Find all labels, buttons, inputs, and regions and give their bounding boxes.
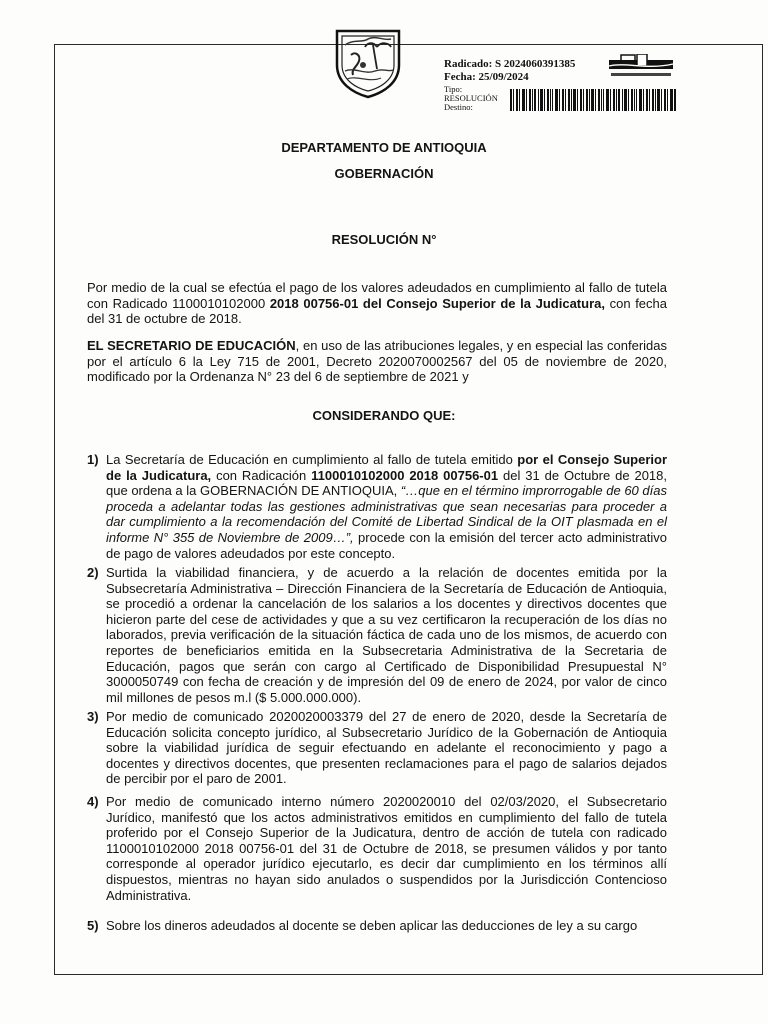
item-number: 1) <box>87 452 99 467</box>
item-text: procede con la emisión del tercer acto administrativo de pago de valores adeudados por este concepto. <box>106 529 668 561</box>
tipo-value: RESOLUCIÓN <box>444 93 498 103</box>
item-bold-text: por el Consejo Superior de la Judicatura, <box>106 452 668 483</box>
intro-text: Por medio de la cual se efectúa el pago de los valores adeudados en cumplimiento al fallo de tutela con Radicado 1100010102000 <box>87 280 667 311</box>
secretario-text: , en uso de las atribuciones legales, y en especial las conferidas por el artículo 6 la Ley 715 de 2001, Decreto 2020070002567 del 05 de noviembre de 2020, modificado por la Ordenanza N° 23 del 6 de septiembre de 2021 y <box>87 338 668 385</box>
item-text: Por medio de comunicado 2020020003379 del 27 de enero de 2020, desde la Secretaría de Educación solicita concepto jurídico, al Subsecretario Jurídico de la Gobernación de Antioquia sobre la viabilidad jurídica de seguir efectuando en adelante el reconocimiento y pago a docentes y directivos docentes, que presenten reclamaciones para el pago de salarios dejados de percibir por el paro de 2001. <box>106 709 667 787</box>
radicado-date: Fecha: 25/09/2024 <box>444 71 529 83</box>
item-text: con Radicación <box>211 467 312 483</box>
item-number: 3) <box>87 709 99 724</box>
considerando-item-4 <box>87 794 667 903</box>
intro-text-end: con fecha del 31 de octubre de 2018. <box>87 295 667 327</box>
considerando-item-2 <box>87 565 667 705</box>
destino-label: Destino: <box>444 102 473 112</box>
item-number: 4) <box>87 794 99 809</box>
item-text: Sobre los dineros adeudados al docente se deben aplicar las deducciones de ley a su cargo <box>106 918 638 933</box>
item-text: Surtida la viabilidad financiera, y de acuerdo a la relación de docentes emitida por la Subsecretaría Administrativa – Dirección Financiera de la Secretaría de Educación de Antioquia, se procedió a ordenar la cancelación de los salarios a los docentes y directivos docentes que hicieron parte del cese de actividades y que a su vez certificaron la recuperación de los días no laborados, previa verificación de la situación fáctica de cada uno de los mismos, de acuerdo con reportes de beneficiarios emitida en la Subsecretaria Administrativa de la Secretaria de Educación, pagos que serán con cargo al Certificado de Disponibilidad Presupuestal N° 3000050749 con fecha de creación y de impresión del 09 de enero de 2024, por valor de cinco mil millones de pesos m.l ($ 5.000.000.000). <box>106 565 667 705</box>
gobernacion-antioquia-logo-icon <box>607 54 675 80</box>
considerando-item-1 <box>87 452 667 561</box>
considerando-item-5 <box>87 918 667 934</box>
resolution-heading: RESOLUCIÓN N° <box>331 232 437 247</box>
secretario-title: EL SECRETARIO DE EDUCACIÓN <box>87 338 296 353</box>
tipo-label: Tipo: <box>444 84 463 94</box>
item-quote: “…que en el término improrrogable de 60 días proceda a adelantar todas las gestiones administrativas que sean necesarias para proceder a dar cumplimiento a la recomendación del Comité de Libertad Sindical de la OIT plasmada en el informe N° 355 de Noviembre de 2009…”, <box>106 483 667 545</box>
intro-bold-text: 2018 00756-01 del Consejo Superior de la Judicatura, <box>269 295 605 311</box>
considerando-item-3 <box>87 709 667 787</box>
considerando-heading: CONSIDERANDO QUE: <box>312 408 456 423</box>
secretario-paragraph <box>87 338 667 385</box>
item-text: La Secretaría de Educación en cumplimiento al fallo de tutela emitido <box>106 452 518 467</box>
item-text: del 31 de Octubre de 2018, que ordena a la GOBERNACIÓN DE ANTIOQUIA, <box>106 467 667 499</box>
department-heading: DEPARTAMENTO DE ANTIOQUIA <box>281 140 487 155</box>
coat-of-arms-icon <box>333 25 403 99</box>
intro-paragraph <box>87 280 667 327</box>
item-radicado: 1100010102000 2018 00756-01 <box>311 467 499 483</box>
gobernacion-heading: GOBERNACIÓN <box>334 166 434 181</box>
item-number: 5) <box>87 918 99 933</box>
radicado-number: Radicado: S 2024060391385 <box>444 58 576 70</box>
barcode-icon <box>510 89 677 111</box>
item-number: 2) <box>87 565 99 580</box>
item-text: Por medio de comunicado interno número 2020020010 del 02/03/2020, el Subsecretario Jurídico, manifestó que los actos administrativos emitidos en cumplimiento del fallo de tutela proferido por el Consejo Superior de la Judicatura, dentro de acción de tutela con radicado 1100010102000 2018 00756-01 del 31 de Octubre de 2018, se presumen válidos y por tanto corresponde al operador jurídico ejecutarlo, es decir dar cumplimiento en los términos allí dispuestos, mientras no hayan sido anulados o suspendidos por la Jurisdicción Contencioso Administrativa. <box>106 794 667 903</box>
